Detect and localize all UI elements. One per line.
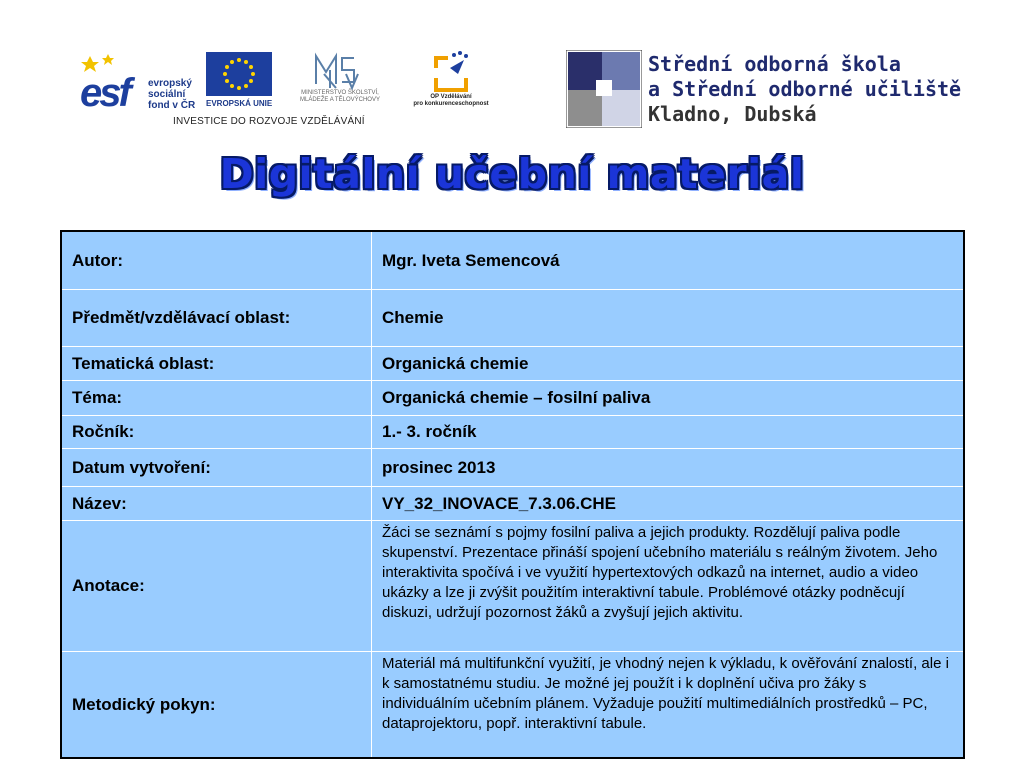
row-value: Organická chemie – fosilní paliva: [372, 381, 965, 416]
table-row: [61, 521, 964, 652]
eu-label: EVROPSKÁ UNIE: [206, 99, 273, 108]
row-value: Chemie: [372, 290, 965, 347]
page-title: Digitální učební materiál: [219, 150, 805, 198]
op-mark-icon: [406, 50, 496, 94]
info-table: [60, 230, 965, 759]
table-row: [61, 652, 964, 759]
school-emblem-icon: [566, 50, 642, 128]
school-name-line3: Kladno, Dubská: [648, 102, 817, 126]
funding-logos: [68, 46, 496, 132]
row-label: Předmět/vzdělávací oblast:: [61, 290, 372, 347]
school-logo: [566, 50, 962, 128]
op-logo: [406, 50, 496, 110]
esf-mark-icon: [80, 52, 146, 108]
table-row: [61, 416, 964, 449]
msmt-label: MINISTERSTVO ŠKOLSTVÍ, MLÁDEŽE A TĚLOVÝCHOVY: [300, 90, 380, 103]
eu-logo: [206, 52, 276, 108]
school-name-line1: Střední odborná škola: [648, 52, 901, 76]
row-label: Autor:: [61, 231, 372, 290]
row-label: Datum vytvoření:: [61, 449, 372, 487]
svg-text:esf: esf: [80, 71, 129, 108]
school-name-line2: a Střední odborné učiliště: [648, 77, 962, 101]
row-label: Metodický pokyn:: [61, 652, 372, 759]
row-value: Mgr. Iveta Semencová: [372, 231, 965, 290]
row-label: Anotace:: [61, 521, 372, 652]
table-row: [61, 347, 964, 381]
op-label: OP Vzdělávání pro konkurenceschopnost: [413, 94, 489, 107]
row-label: Téma:: [61, 381, 372, 416]
row-value: prosinec 2013: [372, 449, 965, 487]
table-row: [61, 231, 964, 290]
table-row: [61, 290, 964, 347]
eu-flag-icon: [206, 52, 272, 96]
row-label: Tematická oblast:: [61, 347, 372, 381]
table-row: [61, 449, 964, 487]
row-value: 1.- 3. ročník: [372, 416, 965, 449]
msmt-logo: [280, 50, 400, 110]
investice-text: INVESTICE DO ROZVOJE VZDĚLÁVÁNÍ: [173, 116, 365, 127]
table-row: [61, 381, 964, 416]
table-row: [61, 487, 964, 521]
row-value: Organická chemie: [372, 347, 965, 381]
row-label: Název:: [61, 487, 372, 521]
msmt-mark-icon: [280, 50, 400, 90]
row-value: VY_32_INOVACE_7.3.06.CHE: [372, 487, 965, 521]
school-name: [648, 52, 961, 127]
row-value: Žáci se seznámí s pojmy fosilní paliva a jejich produkty. Rozdělují paliva podle skupenství. Prezentace přináší spojení učebního materiálu s reálným životem. Jeho interaktivita spočívá i ve využití hypertextových odkazů na internet, audio a video ukázky a lze ji zvýšit použitím interaktivní tabule. Problémové otázky podněcují diskuzi, udržují pozornost žáků a zvyšují jejich aktivitu.: [372, 521, 965, 652]
row-label: Ročník:: [61, 416, 372, 449]
row-value: Materiál má multifunkční využití, je vhodný nejen k výkladu, k ověřování znalostí, ale i k samostatnému studiu. Je možné jej použít i k doplnění učiva pro žáky s individuálním učebním plánem. Vyžaduje použití multimediálních prostředků – PC, dataprojektoru, popř. interaktivní tabule.: [372, 652, 965, 759]
esf-text: evropský sociální fond v ČR: [148, 78, 196, 111]
esf-logo: [80, 52, 198, 111]
